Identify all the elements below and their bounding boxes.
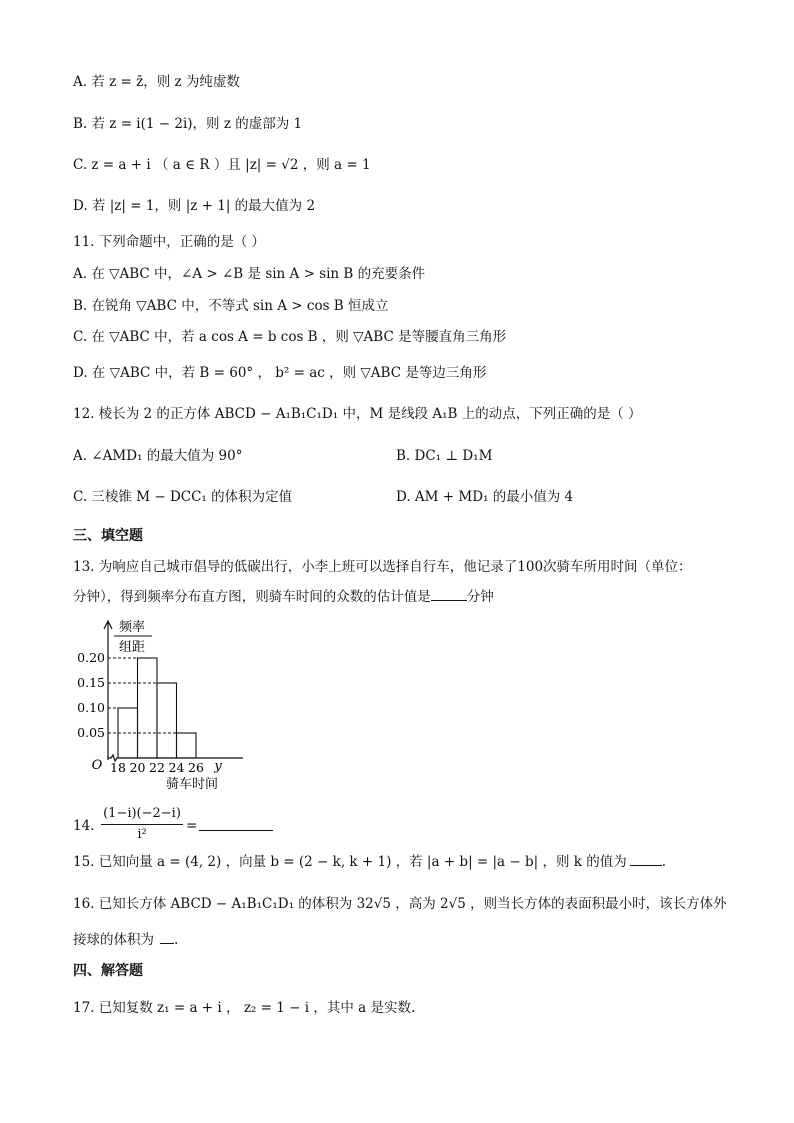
origin-label: O [91,758,103,773]
q15-end: . [661,854,667,870]
x-tick-label: 20 [129,760,146,775]
q13-text: 分钟），得到频率分布直方图，则骑车时间的众数的估计值是 [73,589,431,605]
q14-equals: = [186,818,198,834]
option-11b: B. 在锐角 ▽ABC 中，不等式 sin A > cos B 恒成立 [73,298,389,314]
question-12: 12. 棱长为 2 的正方体 ABCD − A₁B₁C₁D₁ 中，M 是线段 A₁B 上的动点，下列正确的是（ ） [73,406,642,422]
option-11c: C. 在 ▽ABC 中，若 a cos A = b cos B ，则 ▽ABC 是等腰直角三角形 [73,329,507,345]
x-tick-label: 22 [149,760,165,775]
q15-text: 15. 已知向量 a = (4, 2) ，向量 b = (2 − k, k + 1) ，若 |a + b| = |a − b| ，则 k 的值为 [73,854,627,870]
question-15 [73,852,666,872]
x-axis-label: 骑车时间 [165,777,219,792]
y-tick-label: 0.05 [77,725,105,740]
option-10b: B. 若 z = i(1 − 2i)，则 z 的虚部为 1 [73,116,303,132]
option-11a: A. 在 ▽ABC 中，∠A > ∠B 是 sin A > sin B 的充要条件 [73,266,426,282]
q16-end: . [174,932,179,948]
y-tick-label: 0.20 [77,650,105,665]
y-label-top: 频率 [118,620,146,635]
section-title-answer: 四、解答题 [73,963,143,979]
option-12b: B. DC₁ ⊥ D₁M [396,448,493,464]
answer-blank [160,931,174,944]
q14-fraction [101,804,183,845]
y-tick-label: 0.15 [77,675,105,690]
question-17: 17. 已知复数 z₁ = a + i ， z₂ = 1 − i ，其中 a 是实数. [73,1000,416,1016]
frequency-histogram [68,615,243,795]
option-12c: C. 三棱锥 M − DCC₁ 的体积为定值 [73,489,293,505]
y-label-bottom: 组距 [118,640,146,655]
q14-numerator: (1−i)(−2−i) [101,804,183,825]
option-12a: A. ∠AMD₁ 的最大值为 90° [73,448,243,464]
x-tick-label: 26 [188,760,204,775]
option-10c: C. z = a + i （ a ∈ R ）且 |z| = √2 ，则 a = 1 [73,157,371,173]
question-16-line2 [73,930,178,950]
question-11: 11. 下列命题中，正确的是（ ） [73,234,266,250]
histogram-bar [157,683,177,758]
q12-row2 [73,487,723,507]
y-tick-label: 0.10 [77,700,105,715]
answer-blank [431,588,467,601]
section-title-fill-in: 三、填空题 [73,528,143,544]
option-12d: D. AM + MD₁ 的最小值为 4 [396,489,574,505]
question-16-line1: 16. 已知长方体 ABCD − A₁B₁C₁D₁ 的体积为 32√5 ，高为 2√5 ，则当长方体的表面积最小时，该长方体外 [73,896,727,912]
option-10d: D. 若 |z| = 1，则 |z + 1| 的最大值为 2 [73,198,316,214]
x-axis-letter: y [214,759,222,774]
histogram-bar [138,658,158,758]
answer-blank [199,818,273,831]
answer-blank [630,853,662,866]
histogram-bar [177,733,197,758]
x-tick-label: 24 [168,760,185,775]
option-10a: A. 若 z = z̄，则 z 为纯虚数 [73,74,240,90]
option-11d: D. 在 ▽ABC 中，若 B = 60° ， b² = ac ，则 ▽ABC 是等边三角形 [73,365,487,381]
q12-row1 [73,446,723,466]
q16-text: 接球的体积为 [73,932,154,948]
question-13-line1: 13. 为响应自己城市倡导的低碳出行，小李上班可以选择自行车，他记录了100次骑车所用时间（单位： [73,559,692,575]
q14-denominator: i² [137,827,147,842]
x-tick-label: 18 [110,760,126,775]
q14-label: 14. [73,818,95,834]
question-13-line2 [73,587,494,607]
q13-unit: 分钟 [466,589,494,605]
